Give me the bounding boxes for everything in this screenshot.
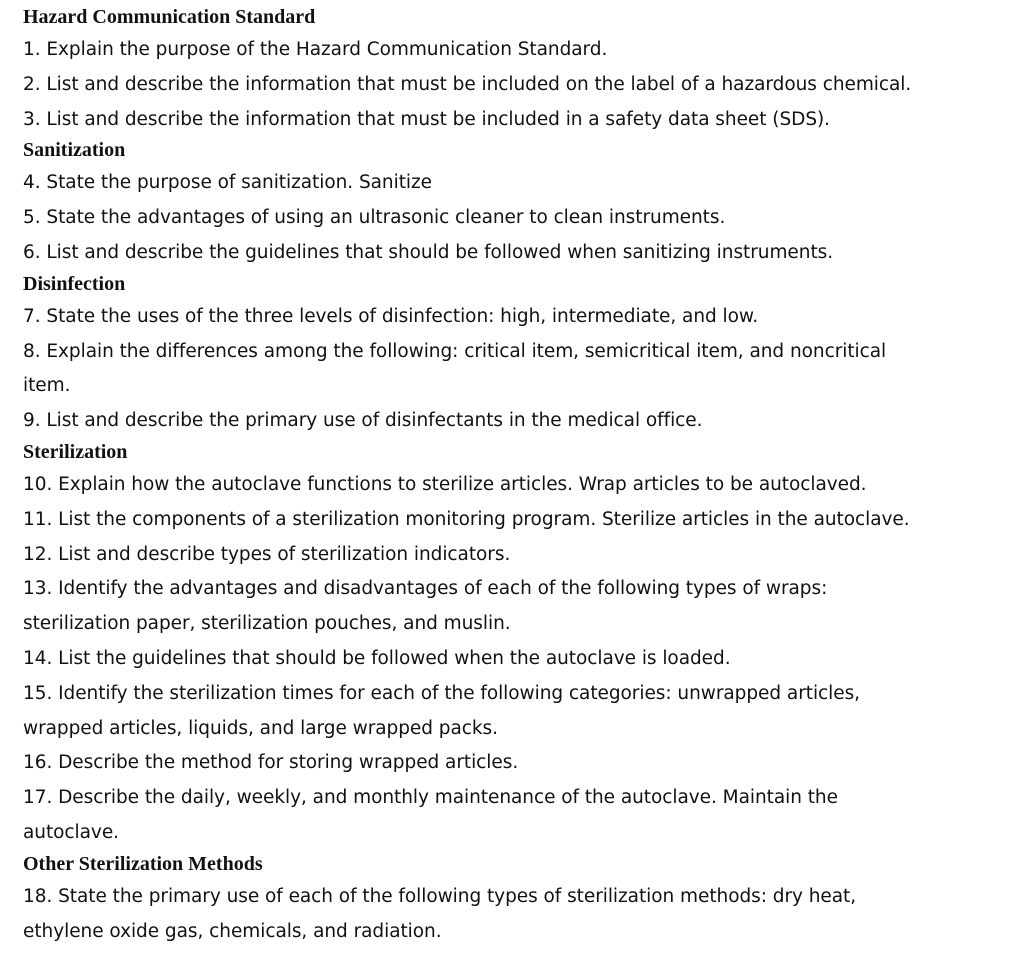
objective-item: 17. Describe the daily, weekly, and monthly maintenance of the autoclave. Maintain the autoclave. [23, 787, 838, 843]
document-page [23, 4, 1013, 949]
section-heading: Sanitization [23, 139, 126, 162]
objective-item: 8. Explain the differences among the following: critical item, semicritical item, and noncritical item. [23, 340, 887, 397]
objective-item: 4. State the purpose of sanitization. Sanitize [23, 172, 432, 194]
section-sterilization [23, 439, 1013, 851]
objective-item: 14. List the guidelines that should be followed when the autoclave is loaded. [23, 647, 731, 669]
section-heading: Sterilization [23, 440, 128, 463]
objective-item: 12. List and describe types of sterilization indicators. [23, 543, 511, 565]
section-disinfection [23, 271, 1013, 439]
objective-item: 5. State the advantages of using an ultrasonic cleaner to clean instruments. [23, 207, 726, 229]
section-hazard-communication [23, 4, 1013, 137]
section-heading: Other Sterilization Methods [23, 852, 263, 875]
objective-item: 18. State the primary use of each of the following types of sterilization methods: dry heat, ethylene oxide gas, chemicals, and radiation. [23, 885, 857, 942]
section-sanitization [23, 137, 1013, 270]
objective-item: 1. Explain the purpose of the Hazard Communication Standard. [23, 39, 608, 60]
objective-item: 6. List and describe the guidelines that should be followed when sanitizing instruments. [23, 241, 834, 263]
objective-item: 16. Describe the method for storing wrapped articles. [23, 752, 519, 774]
objective-item: 3. List and describe the information that must be included in a safety data sheet (SDS). [23, 108, 831, 130]
objective-item: 13. Identify the advantages and disadvantages of each of the following types of wraps: sterilization paper, sterilization pouches, and muslin. [23, 578, 828, 635]
section-heading: Hazard Communication Standard [23, 6, 316, 28]
objective-item: 15. Identify the sterilization times for each of the following categories: unwrapped articles, wrapped articles, liquids, and large wrapped packs. [23, 682, 861, 739]
objective-item: 9. List and describe the primary use of disinfectants in the medical office. [23, 410, 703, 432]
section-heading: Disinfection [23, 272, 126, 295]
objective-item: 2. List and describe the information that must be included on the label of a hazardous chemical. [23, 73, 912, 95]
objective-item: 10. Explain how the autoclave functions to sterilize articles. Wrap articles to be autoclaved. [23, 473, 867, 495]
objective-item: 11. List the components of a sterilization monitoring program. Sterilize articles in the autoclave. [23, 508, 910, 530]
section-other-sterilization-methods [23, 851, 1013, 950]
objective-item: 7. State the uses of the three levels of disinfection: high, intermediate, and low. [23, 305, 759, 327]
